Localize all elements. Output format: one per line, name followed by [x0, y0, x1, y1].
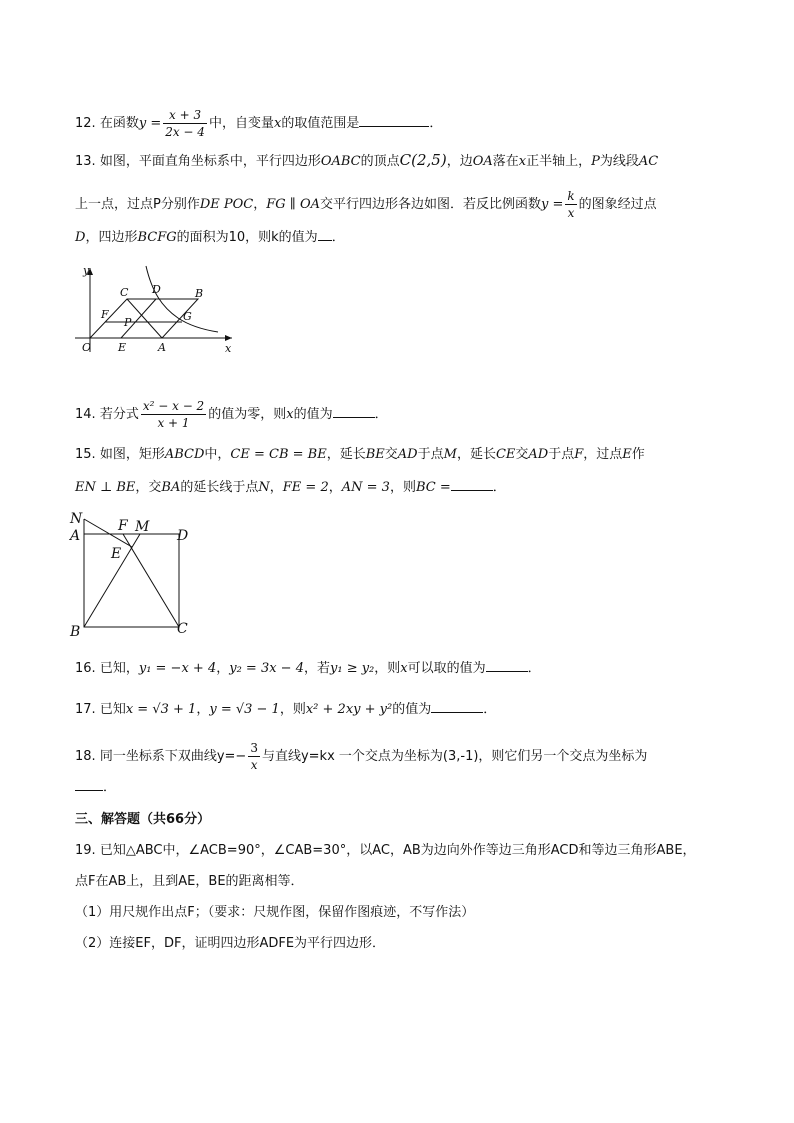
- question-number: 15.: [75, 447, 96, 462]
- answer-blank[interactable]: [333, 405, 375, 418]
- question-19-line-1: 19. 已知△ABC中，∠ACB=90°，∠CAB=30°，以AC，AB为边向外作等边三角形ACD和等边三角形ABE，: [75, 843, 696, 858]
- label-o: O: [82, 341, 92, 354]
- answer-blank[interactable]: [318, 228, 332, 241]
- question-14: 14. 若分式 $\frac{\text{x² − x − 2}}{x + 1}$ 的值为零，则x的值为 ．: [75, 399, 388, 430]
- question-13-line-2: 上一点，过点P分别作DE POC，FG ∥ OA交平行四边形各边如图．若反比例函数y = $\frac{k}{x}$ 的图象经过点: [75, 189, 657, 220]
- label-n: N: [70, 511, 83, 527]
- label-a: A: [70, 528, 81, 544]
- question-number: 14.: [75, 407, 96, 422]
- fraction: $\frac{k}{x}$: [567, 189, 575, 220]
- question-number: 17.: [75, 702, 96, 717]
- question-13-line-1: 13. 如图，平面直角坐标系中，平行四边形OABC的顶点C(2,5)，边OA落在x正半轴上，P为线段AC: [75, 151, 659, 169]
- question-number: 16.: [75, 661, 96, 676]
- question-number: 18.: [75, 749, 96, 764]
- fraction: $\frac{x + 3}{2x - 4}$: [165, 108, 205, 139]
- label-g: G: [183, 310, 192, 323]
- figure-13-coordinate-diagram: [70, 262, 245, 357]
- answer-blank[interactable]: [451, 478, 493, 491]
- fraction: $\frac{\text{x² − x − 2}}{x + 1}$: [142, 399, 205, 430]
- label-m: M: [135, 519, 150, 535]
- question-16: 16. 已知，y₁ = −x + 4，y₂ = 3x − 4，若y₁ ≥ y₂，则x可以取的值为 ．: [75, 661, 541, 676]
- question-12: 12. 在函数y = $\frac{x + 3}{2x - 4}$ 中，自变量x的取值范围是 ．: [75, 108, 443, 139]
- label-d: D: [177, 528, 189, 544]
- label-p: P: [124, 316, 132, 329]
- answer-blank[interactable]: [359, 114, 429, 127]
- answer-blank[interactable]: [431, 700, 483, 713]
- question-18: 18. 同一坐标系下双曲线y=− $\frac{3}{x}$ 与直线y=kx 一个交点为坐标为(3,-1)，则它们另一个交点为坐标为: [75, 741, 648, 772]
- label-a: A: [158, 341, 166, 354]
- question-17: 17. 已知x = √3 + 1，y = √3 − 1，则x² + 2xy + y²的值为 ．: [75, 702, 497, 717]
- question-number: 12.: [75, 116, 96, 131]
- label-e: E: [118, 341, 127, 354]
- section-heading: 三、解答题（共66分）: [75, 812, 211, 827]
- label-d: D: [152, 283, 161, 296]
- question-number: 13.: [75, 154, 96, 169]
- figure-15-rectangle-diagram: [66, 506, 201, 638]
- label-f: F: [118, 518, 128, 534]
- label-b: B: [195, 287, 204, 300]
- label-e: E: [111, 546, 122, 562]
- question-13-line-3: D，四边形BCFG的面积为10，则k的值为 ．: [75, 230, 345, 245]
- question-18-line-2: ．: [75, 778, 116, 798]
- question-19-part-2: （2）连接EF，DF，证明四边形ADFE为平行四边形．: [75, 936, 386, 951]
- label-f: F: [101, 308, 109, 321]
- fraction: $\frac{3}{x}$: [250, 741, 258, 772]
- question-19-part-1: （1）用尺规作出点F；（要求：尺规作图，保留作图痕迹，不写作法）: [75, 905, 475, 920]
- answer-blank[interactable]: [75, 778, 103, 791]
- label-b: B: [70, 624, 81, 638]
- label-y: y: [83, 264, 90, 277]
- answer-blank[interactable]: [486, 659, 528, 672]
- question-number: 19.: [75, 843, 96, 858]
- question-19-line-2: 点F在AB上，且到AE，BE的距离相等．: [75, 874, 304, 889]
- label-x: x: [225, 342, 232, 355]
- label-c: C: [120, 286, 129, 299]
- label-c: C: [177, 621, 188, 637]
- question-15-line-1: 15. 如图，矩形ABCD中，CE = CB = BE，延长BE交AD于点M，延长CE交AD于点F，过点E作: [75, 447, 645, 462]
- question-15-line-2: EN ⊥ BE，交BA的延长线于点N，FE = 2，AN = 3，则BC = ．: [75, 480, 506, 495]
